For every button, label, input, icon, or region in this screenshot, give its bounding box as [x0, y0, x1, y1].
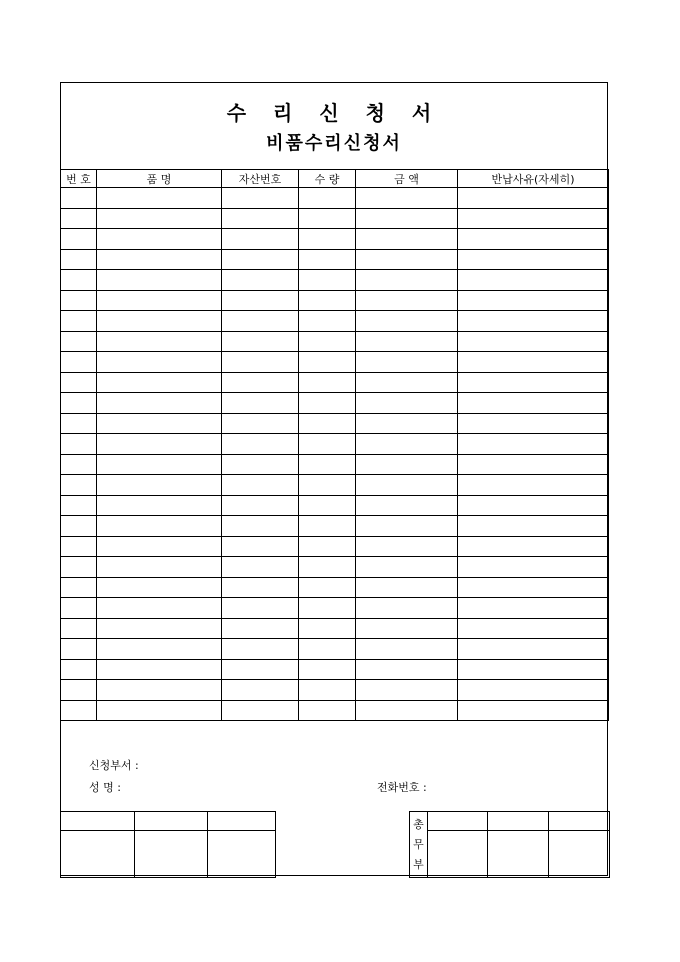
- table-cell[interactable]: [61, 290, 97, 311]
- table-cell[interactable]: [458, 290, 609, 311]
- table-cell[interactable]: [97, 352, 222, 373]
- table-cell[interactable]: [356, 188, 458, 209]
- table-cell[interactable]: [299, 290, 356, 311]
- table-cell[interactable]: [458, 208, 609, 229]
- table-body: [61, 188, 609, 721]
- table-cell[interactable]: [458, 557, 609, 578]
- table-cell[interactable]: [61, 475, 97, 496]
- table-cell[interactable]: [97, 700, 222, 721]
- table-cell[interactable]: [356, 372, 458, 393]
- table-cell[interactable]: [356, 393, 458, 414]
- approval-sign-cell[interactable]: [61, 831, 135, 878]
- approval-title-cell: [135, 812, 208, 831]
- table-cell[interactable]: [356, 700, 458, 721]
- table-row: [61, 290, 609, 311]
- table-cell[interactable]: [356, 413, 458, 434]
- table-cell[interactable]: [458, 598, 609, 619]
- table-cell[interactable]: [222, 434, 299, 455]
- table-cell[interactable]: [61, 495, 97, 516]
- table-cell[interactable]: [299, 331, 356, 352]
- approval-sign-cell[interactable]: [135, 831, 208, 878]
- table-row: [61, 434, 609, 455]
- table-cell[interactable]: [61, 393, 97, 414]
- table-cell[interactable]: [458, 495, 609, 516]
- table-cell[interactable]: [458, 311, 609, 332]
- table-cell[interactable]: [97, 680, 222, 701]
- table-cell[interactable]: [97, 249, 222, 270]
- approval-sign-cell[interactable]: [549, 831, 610, 878]
- table-cell[interactable]: [299, 495, 356, 516]
- table-cell[interactable]: [222, 270, 299, 291]
- table-cell[interactable]: [356, 577, 458, 598]
- table-cell[interactable]: [458, 454, 609, 475]
- table-cell[interactable]: [222, 208, 299, 229]
- approval-sign-cell[interactable]: [488, 831, 549, 878]
- approval-sign-cell[interactable]: [208, 831, 276, 878]
- table-cell[interactable]: [61, 229, 97, 250]
- table-cell[interactable]: [61, 577, 97, 598]
- col-header-return-reason: 반납사유(자세히): [458, 170, 609, 188]
- table-cell[interactable]: [299, 536, 356, 557]
- table-cell[interactable]: [97, 659, 222, 680]
- table-row: [61, 557, 609, 578]
- repair-request-form: [60, 82, 608, 876]
- table-cell[interactable]: [458, 700, 609, 721]
- table-cell[interactable]: [97, 331, 222, 352]
- table-cell[interactable]: [61, 659, 97, 680]
- table-cell[interactable]: [222, 495, 299, 516]
- table-cell[interactable]: [97, 434, 222, 455]
- table-cell[interactable]: [458, 352, 609, 373]
- table-cell[interactable]: [61, 557, 97, 578]
- table-cell[interactable]: [356, 229, 458, 250]
- table-cell[interactable]: [61, 516, 97, 537]
- table-cell[interactable]: [458, 618, 609, 639]
- table-cell[interactable]: [61, 454, 97, 475]
- table-cell[interactable]: [458, 188, 609, 209]
- table-cell[interactable]: [458, 639, 609, 660]
- table-cell[interactable]: [458, 475, 609, 496]
- table-cell[interactable]: [356, 536, 458, 557]
- table-cell[interactable]: [356, 639, 458, 660]
- table-cell[interactable]: [61, 639, 97, 660]
- table-cell[interactable]: [222, 536, 299, 557]
- table-cell[interactable]: [356, 680, 458, 701]
- table-cell[interactable]: [356, 659, 458, 680]
- table-cell[interactable]: [299, 598, 356, 619]
- form-subtitle: 비품수리신청서: [266, 133, 402, 154]
- col-header-number: 번 호: [61, 170, 97, 188]
- table-cell[interactable]: [222, 290, 299, 311]
- table-cell[interactable]: [458, 270, 609, 291]
- table-row: [61, 475, 609, 496]
- table-cell[interactable]: [299, 454, 356, 475]
- form-title: 수 리 신 청 서: [226, 101, 442, 125]
- table-cell[interactable]: [299, 208, 356, 229]
- table-row: [61, 413, 609, 434]
- table-cell[interactable]: [299, 516, 356, 537]
- table-cell[interactable]: [458, 516, 609, 537]
- table-cell[interactable]: [97, 536, 222, 557]
- table-cell[interactable]: [61, 208, 97, 229]
- table-cell[interactable]: [61, 352, 97, 373]
- table-cell[interactable]: [356, 208, 458, 229]
- table-row: [61, 331, 609, 352]
- col-header-quantity: 수 량: [299, 170, 356, 188]
- table-cell[interactable]: [458, 372, 609, 393]
- table-cell[interactable]: [299, 639, 356, 660]
- table-cell[interactable]: [299, 413, 356, 434]
- table-cell[interactable]: [222, 249, 299, 270]
- general-affairs-label: [410, 812, 428, 878]
- table-cell[interactable]: [97, 188, 222, 209]
- table-cell[interactable]: [299, 434, 356, 455]
- table-cell[interactable]: [356, 434, 458, 455]
- table-row: [61, 598, 609, 619]
- table-cell[interactable]: [458, 577, 609, 598]
- table-row: [61, 208, 609, 229]
- table-cell[interactable]: [97, 290, 222, 311]
- table-row: [61, 352, 609, 373]
- table-cell[interactable]: [299, 352, 356, 373]
- table-cell[interactable]: [299, 188, 356, 209]
- table-cell[interactable]: [222, 680, 299, 701]
- table-row: [61, 577, 609, 598]
- table-cell[interactable]: [356, 557, 458, 578]
- table-cell[interactable]: [61, 434, 97, 455]
- table-row: [61, 659, 609, 680]
- table-cell[interactable]: [299, 249, 356, 270]
- table-cell[interactable]: [97, 618, 222, 639]
- table-cell[interactable]: [97, 639, 222, 660]
- col-header-asset-number: 자산번호: [222, 170, 299, 188]
- table-cell[interactable]: [356, 454, 458, 475]
- table-cell[interactable]: [299, 680, 356, 701]
- approval-title-cell: [549, 812, 610, 831]
- table-cell[interactable]: [222, 618, 299, 639]
- table-cell[interactable]: [222, 700, 299, 721]
- table-cell[interactable]: [299, 475, 356, 496]
- table-cell[interactable]: [97, 495, 222, 516]
- approval-title-cell: [208, 812, 276, 831]
- table-header-row: [61, 170, 609, 188]
- table-cell[interactable]: [356, 331, 458, 352]
- table-cell[interactable]: [97, 454, 222, 475]
- table-cell[interactable]: [356, 270, 458, 291]
- table-cell[interactable]: [356, 290, 458, 311]
- table-row: [61, 188, 609, 209]
- table-cell[interactable]: [299, 659, 356, 680]
- table-row: [61, 618, 609, 639]
- table-cell[interactable]: [299, 577, 356, 598]
- table-row: [61, 700, 609, 721]
- approval-box-general-affairs: [409, 811, 610, 878]
- table-row: [61, 311, 609, 332]
- table-cell[interactable]: [222, 352, 299, 373]
- phone-label: 전화번호 :: [377, 781, 427, 794]
- table-row: [61, 229, 609, 250]
- table-row: [61, 495, 609, 516]
- table-row: [61, 270, 609, 291]
- table-row: [61, 536, 609, 557]
- table-cell[interactable]: [222, 659, 299, 680]
- table-cell[interactable]: [61, 188, 97, 209]
- table-cell[interactable]: [97, 598, 222, 619]
- table-cell[interactable]: [299, 618, 356, 639]
- table-cell[interactable]: [97, 270, 222, 291]
- table-cell[interactable]: [299, 229, 356, 250]
- table-cell[interactable]: [356, 598, 458, 619]
- applicant-dept-label: 신청부서 :: [89, 759, 139, 772]
- table-cell[interactable]: [458, 434, 609, 455]
- table-cell[interactable]: [458, 393, 609, 414]
- general-affairs-char: 부: [413, 857, 424, 871]
- table-cell[interactable]: [61, 680, 97, 701]
- general-affairs-char: 무: [413, 837, 424, 851]
- table-row: [61, 372, 609, 393]
- table-cell[interactable]: [97, 372, 222, 393]
- table-cell[interactable]: [222, 331, 299, 352]
- items-table: [60, 169, 609, 721]
- table-cell[interactable]: [356, 311, 458, 332]
- table-cell[interactable]: [222, 454, 299, 475]
- name-label: 성 명 :: [89, 781, 121, 794]
- table-cell[interactable]: [458, 413, 609, 434]
- table-cell[interactable]: [61, 618, 97, 639]
- table-cell[interactable]: [222, 639, 299, 660]
- table-cell[interactable]: [458, 680, 609, 701]
- table-cell[interactable]: [222, 311, 299, 332]
- table-row: [61, 516, 609, 537]
- table-cell[interactable]: [222, 557, 299, 578]
- table-cell[interactable]: [222, 475, 299, 496]
- table-cell[interactable]: [356, 495, 458, 516]
- table-cell[interactable]: [356, 618, 458, 639]
- table-cell[interactable]: [458, 331, 609, 352]
- table-cell[interactable]: [222, 577, 299, 598]
- table-cell[interactable]: [299, 557, 356, 578]
- table-cell[interactable]: [97, 577, 222, 598]
- table-cell[interactable]: [97, 413, 222, 434]
- table-row: [61, 639, 609, 660]
- approval-box-left: [60, 811, 276, 878]
- table-cell[interactable]: [61, 270, 97, 291]
- table-cell[interactable]: [61, 311, 97, 332]
- table-cell[interactable]: [458, 659, 609, 680]
- table-cell[interactable]: [97, 475, 222, 496]
- general-affairs-char: 총: [413, 817, 424, 831]
- table-cell[interactable]: [299, 270, 356, 291]
- table-cell[interactable]: [222, 393, 299, 414]
- table-cell[interactable]: [356, 249, 458, 270]
- table-cell[interactable]: [356, 475, 458, 496]
- table-cell[interactable]: [299, 372, 356, 393]
- table-cell[interactable]: [97, 393, 222, 414]
- table-row: [61, 680, 609, 701]
- table-cell[interactable]: [222, 413, 299, 434]
- table-cell[interactable]: [97, 311, 222, 332]
- table-cell[interactable]: [97, 557, 222, 578]
- table-row: [61, 393, 609, 414]
- table-cell[interactable]: [356, 516, 458, 537]
- table-cell[interactable]: [222, 188, 299, 209]
- approval-sign-cell[interactable]: [428, 831, 488, 878]
- table-cell[interactable]: [222, 229, 299, 250]
- approval-title-cell: [428, 812, 488, 831]
- table-cell[interactable]: [458, 536, 609, 557]
- table-cell[interactable]: [222, 516, 299, 537]
- table-cell[interactable]: [458, 249, 609, 270]
- table-cell[interactable]: [299, 311, 356, 332]
- table-cell[interactable]: [222, 372, 299, 393]
- table-cell[interactable]: [61, 536, 97, 557]
- table-cell[interactable]: [61, 249, 97, 270]
- table-row: [61, 249, 609, 270]
- table-cell[interactable]: [61, 413, 97, 434]
- table-cell[interactable]: [61, 700, 97, 721]
- col-header-item-name: 품 명: [97, 170, 222, 188]
- table-cell[interactable]: [61, 372, 97, 393]
- col-header-amount: 금 액: [356, 170, 458, 188]
- table-cell[interactable]: [222, 598, 299, 619]
- table-cell[interactable]: [61, 331, 97, 352]
- table-cell[interactable]: [97, 229, 222, 250]
- table-cell[interactable]: [356, 352, 458, 373]
- approval-title-cell: [61, 812, 135, 831]
- table-row: [61, 454, 609, 475]
- approval-title-cell: [488, 812, 549, 831]
- table-cell[interactable]: [299, 393, 356, 414]
- table-cell[interactable]: [61, 598, 97, 619]
- table-cell[interactable]: [299, 700, 356, 721]
- table-cell[interactable]: [458, 229, 609, 250]
- table-cell[interactable]: [97, 516, 222, 537]
- table-cell[interactable]: [97, 208, 222, 229]
